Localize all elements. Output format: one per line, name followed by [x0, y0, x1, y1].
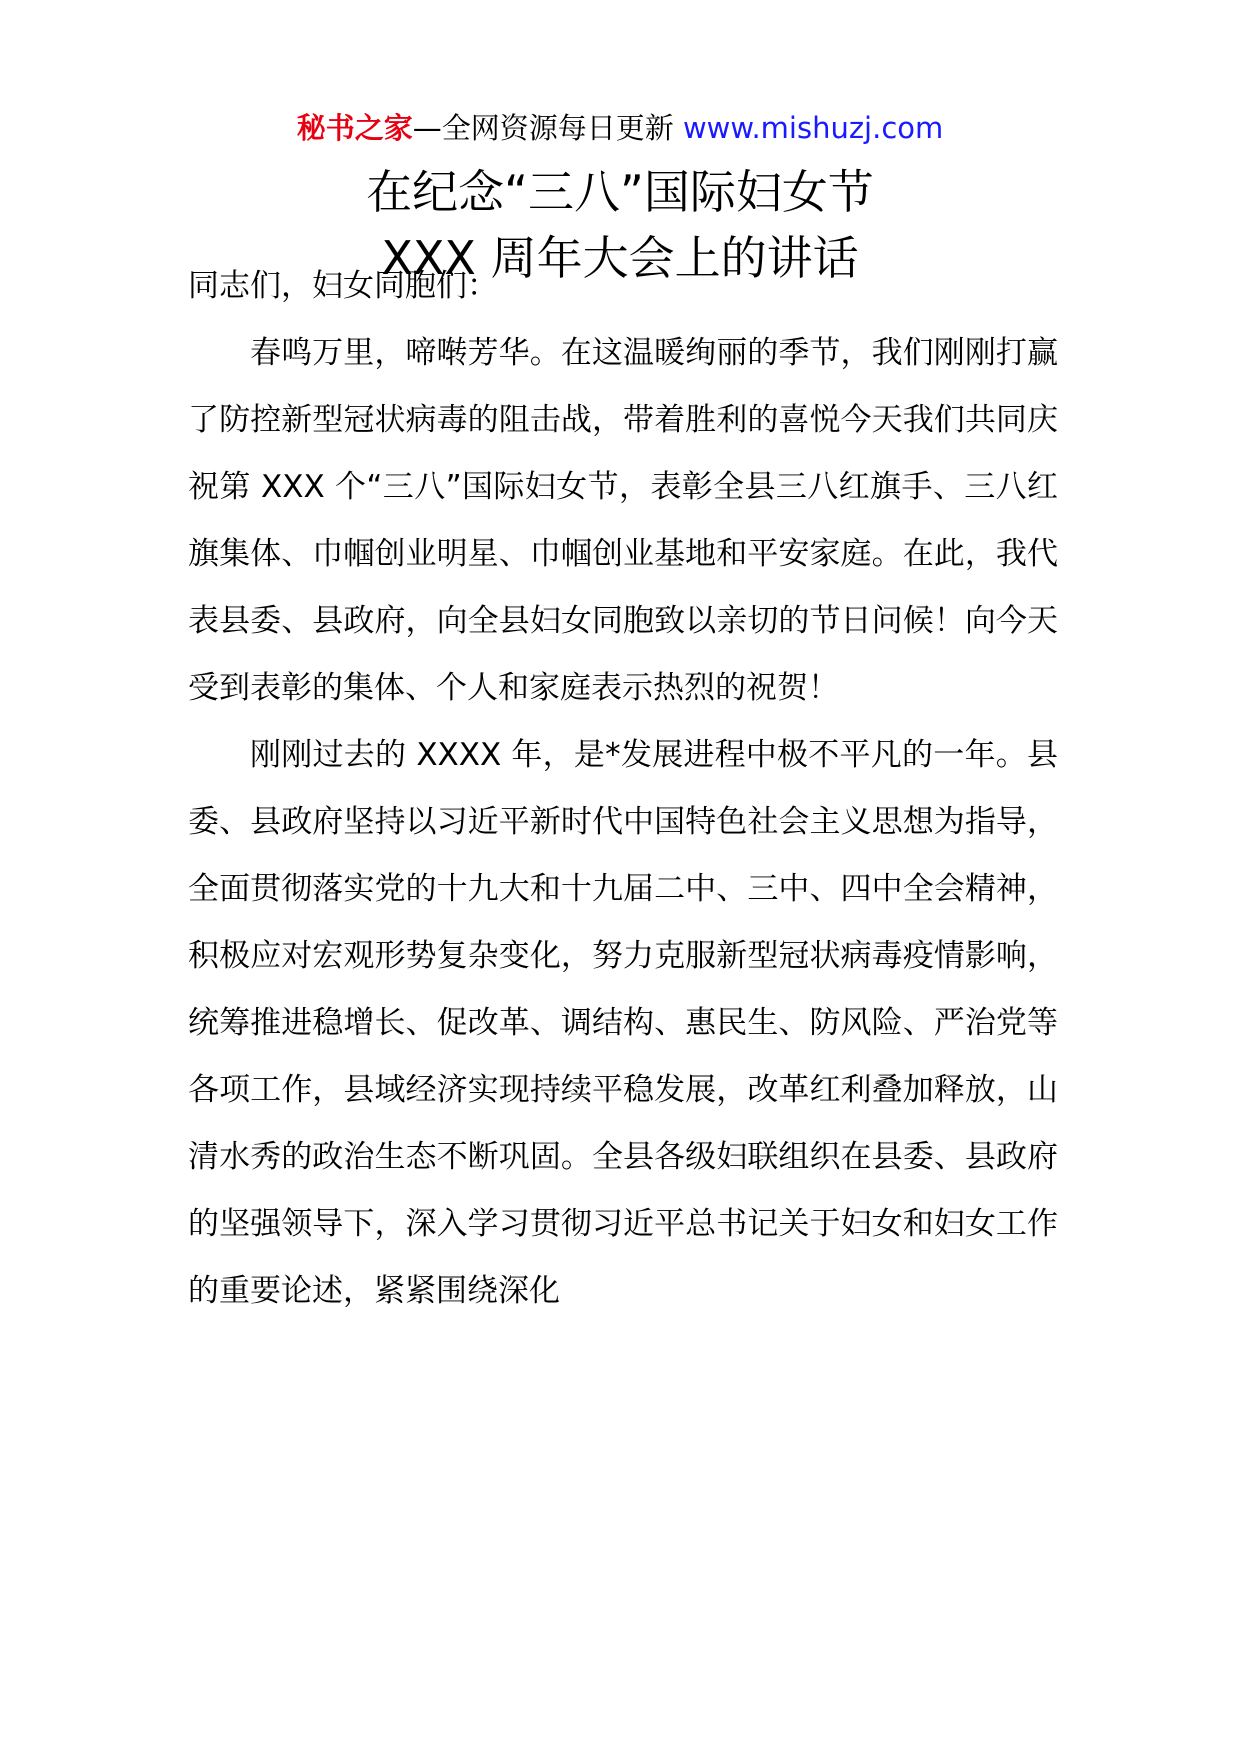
- document-title-line-2: XXX 周年大会上的讲话: [381, 231, 859, 285]
- site-header: [0, 108, 1240, 148]
- paragraph: 春鸣万里，啼啭芳华。在这温暖绚丽的季节，我们刚刚打赢了防控新型冠状病毒的阻击战，带着胜利的喜悦今天我们共同庆祝第 XXX 个“三八”国际妇女节，表彰全县三八红旗手、三八红旗集体、巾帼创业明星、巾帼创业基地和平安家庭。在此，我代表县委、县政府，向全县妇女同胞致以亲切的节日问候！向今天受到表彰的集体、个人和家庭表示热烈的祝贺！: [188, 335, 1058, 706]
- header-tagline: —全网资源每日更新: [412, 111, 674, 145]
- document-title-line-1: 在纪念“三八”国际妇女节: [366, 165, 874, 219]
- salutation: 同志们，妇女同胞们：: [188, 268, 498, 304]
- brand-name: 秘书之家: [296, 111, 413, 145]
- site-url-link[interactable]: www.mishuzj.com: [673, 111, 944, 145]
- paragraph: 刚刚过去的 XXXX 年，是*发展进程中极不平凡的一年。县委、县政府坚持以习近平新时代中国特色社会主义思想为指导，全面贯彻落实党的十九大和十九届二中、三中、四中全会精神，积极应对宏观形势复杂变化，努力克服新型冠状病毒疫情影响，统筹推进稳增长、促改革、调结构、惠民生、防风险、严治党等各项工作，县域经济实现持续平稳发展，改革红利叠加释放，山清水秀的政治生态不断巩固。全县各级妇联组织在县委、县政府的坚强领导下，深入学习贯彻习近平总书记关于妇女和妇女工作的重要论述，紧紧围绕深化: [188, 737, 1058, 1309]
- document-body: [188, 253, 1058, 1325]
